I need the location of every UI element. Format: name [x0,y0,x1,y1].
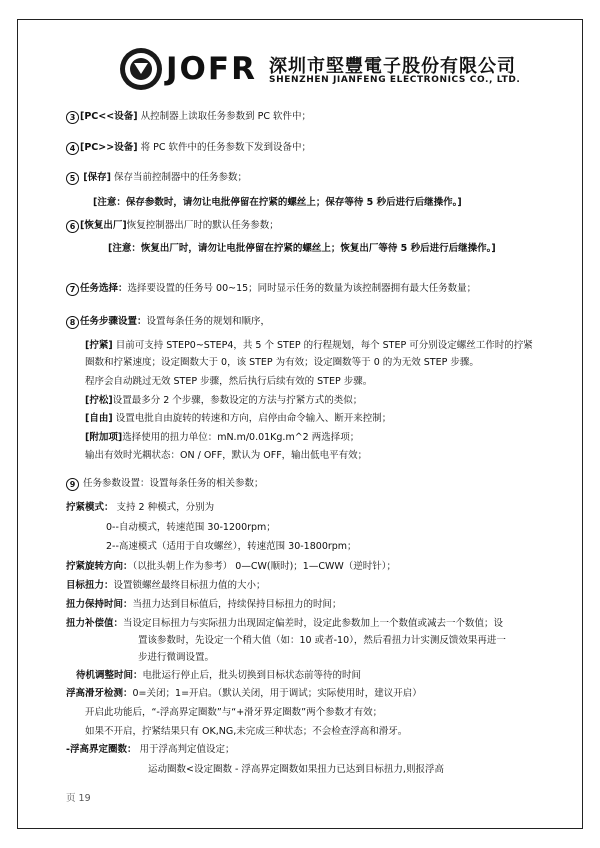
brand-name: JOFR [166,51,257,87]
line-save: 5 [保存] 保存当前控制器中的任务参数； [66,171,247,185]
note-save: [注意：保存参数时，请勿让电批停留在拧紧的螺丝上；保存等待 5 秒后进行后继操作。] [93,197,462,208]
line-task-params: 9 任务参数设置：设置每条任务的相关参数； [66,477,264,491]
company-logo-icon [120,48,162,90]
company-name-en: SHENZHEN JIANFENG ELECTRONICS CO., LTD. [269,75,521,85]
line-float-slip-off: 如果不开启，拧紧结果只有 OK,NG,未完成三种状态；不会检查浮高和滑牙。 [85,726,408,737]
line-tighten-mode: 拧紧模式： 支持 2 种模式，分别为 [66,502,215,513]
line-mode-high: 2--高速模式（适用于自攻螺丝），转速范围 30-1800rpm； [106,541,357,552]
circled-number: 6 [66,220,79,233]
line-float-turns: -浮高界定圈数： 用于浮高判定值设定； [66,744,235,755]
line-float-slip: 浮高滑牙检测：0=关闭；1=开启。（默认关闭，用于调试；实际使用时，建议开启） [66,688,422,699]
line-pc-read: 3 [PC<<设备] 从控制器上读取任务参数到 PC 软件中； [66,110,311,124]
line-target-torque: 目标扭力：设置锁螺丝最终目标扭力值的大小； [66,580,266,591]
letterhead [120,48,521,92]
circled-number: 4 [66,142,79,155]
line-tighten: [拧紧] 目前可支持 STEP0~STEP4，共 5 个 STEP 的行程规划，每个 STEP 可分别设定螺丝工作时的拧紧 [85,340,533,351]
line-task-steps: 8 任务步骤设置：设置每条任务的规划和顺序， [66,315,270,329]
circled-number: 8 [66,316,79,329]
line-skip-invalid: 程序会自动跳过无效 STEP 步骤，然后执行后续有效的 STEP 步骤。 [85,376,373,387]
line-standby-time: 待机调整时间：电批运行停止后，批头切换到目标状态前等待的时间 [76,670,362,681]
line-torque-comp-2: 置该参数时，先设定一个稍大值（如：10 或者-10），然后看扭力计实测反馈效果再进一 [138,635,506,646]
line-float-rule: 运动圈数<设定圈数 - 浮高界定圈数如果扭力已达到目标扭力,则报浮高 [148,764,444,775]
line-tighten-cont: 圈数和拧紧速度；设定圈数大于 0，该 STEP 为有效；设定圈数等于 0 的为无效 STEP 步骤。 [85,357,479,368]
line-mode-auto: 0--自动模式，转速范围 30-1200rpm； [106,522,276,533]
line-factory-reset: 6 [恢复出厂]恢复控制器出厂时的默认任务参数； [66,219,279,233]
line-extra: [附加项]选择使用的扭力单位：mN.m/0.01Kg.m^2 两选择项； [85,432,360,443]
circled-number: 5 [66,172,79,185]
circled-number: 9 [66,478,79,491]
line-direction: 拧紧旋转方向：（以批头朝上作为参考） 0—CW(顺时)；1—CWW（逆时针）； [66,561,396,572]
circled-number: 3 [66,111,79,124]
line-free: [自由] 设置电批自由旋转的转速和方向，启停由命令输入、断开来控制； [85,413,392,424]
company-name-cn: 深圳市堅豐電子股份有限公司 [269,56,516,77]
note-factory-reset: [注意：恢复出厂时，请勿让电批停留在拧紧的螺丝上；恢复出厂等待 5 秒后进行后继操作。] [108,243,496,254]
line-task-select: 7 任务选择：选择要设置的任务号 00~15；同时显示任务的数量为该控制器拥有最大任务数量； [66,282,476,296]
line-float-slip-on: 开启此功能后，“-浮高界定圈数”与“+滑牙界定圈数”两个参数才有效； [85,707,383,718]
line-torque-comp-3: 步进行微调设置。 [138,652,215,663]
line-pc-write: 4 [PC>>设备] 将 PC 软件中的任务参数下发到设备中； [66,141,311,155]
page-number: 页 19 [66,793,91,804]
line-output-state: 输出有效时光耦状态：ON / OFF，默认为 OFF，输出低电平有效； [85,450,368,461]
line-hold-time: 扭力保持时间：当扭力达到目标值后，持续保持目标扭力的时间； [66,599,342,610]
line-torque-comp: 扭力补偿值：当设定目标扭力与实际扭力出现固定偏差时，设定此参数加上一个数值或减去一个数值；设 [66,618,504,629]
line-loosen: [拧松]设置最多分 2 个步骤，参数设定的方法与拧紧方式的类似； [85,395,363,406]
circled-number: 7 [66,283,79,296]
